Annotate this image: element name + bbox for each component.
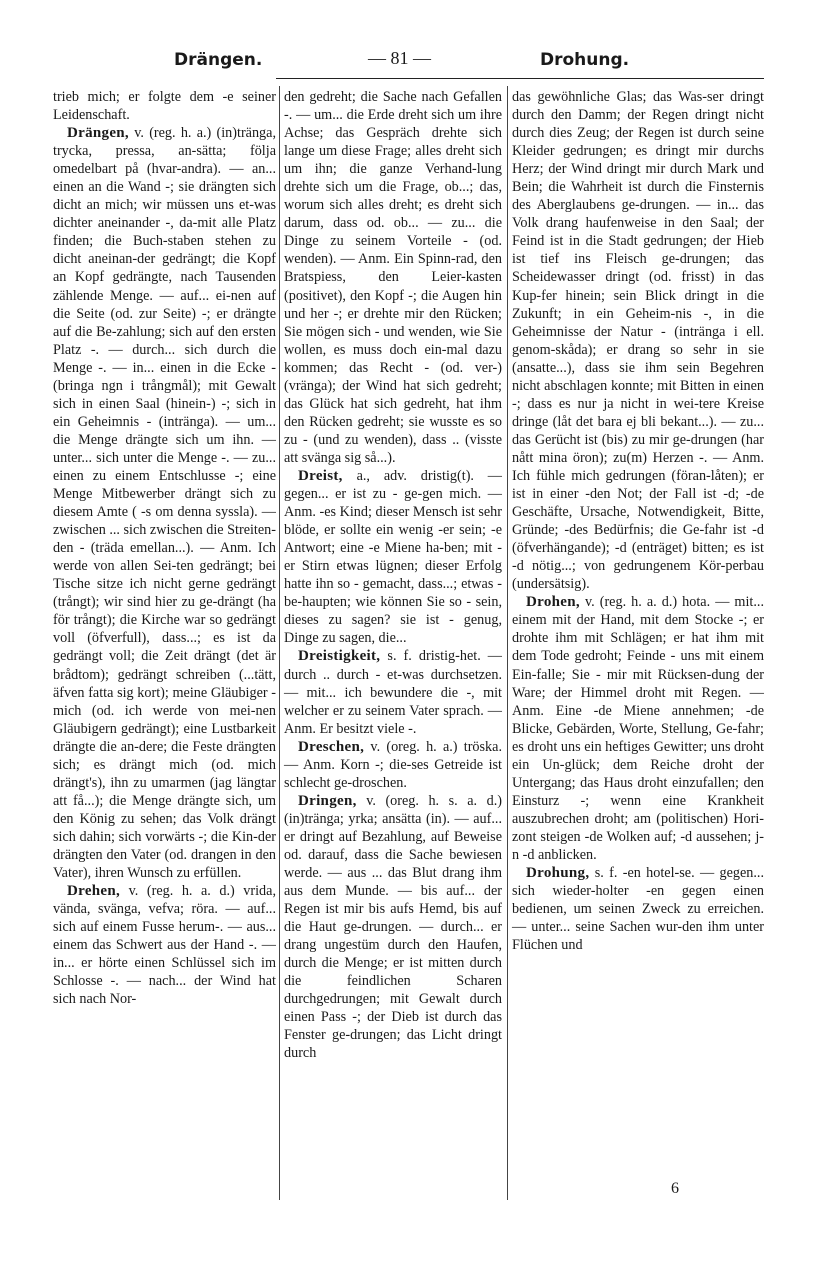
- entry-text: a., adv. dristig(t). — gegen... er ist zu - ge-gen mich. — Anm. -es Kind; dieser Mensch ist sehr blöde, er sollte ein wenig -er sein; -e Antwort; eine -e Miene ha-ben; mit -er Stirn etwas lügnen; dieser Erfolg hatte ihn so - gemacht, dass...; etwas - be-haupten; wie können Sie so - sein, dieses zu sagen? sie ist - genug, Dinge zu sagen, die...: [284, 467, 502, 647]
- header-right-guideword: Drohung.: [540, 50, 630, 70]
- dictionary-entry: [512, 864, 764, 954]
- headword: Drohung,: [526, 865, 590, 882]
- page-header: [52, 48, 764, 74]
- headword: Dreschen,: [298, 738, 365, 755]
- column-3: [512, 88, 764, 954]
- header-rule: [276, 78, 764, 79]
- headword: Drehen,: [67, 883, 121, 900]
- entry-text: v. (oreg. h. s. a. d.) (in)tränga; yrka; ansätta (in). — auf... er dringt auf Bezahlung, auf Beweise od. darauf, dass die Sache bewiesen werde. — aus ... das Blut drang ihm aus dem Munde. — bis auf... der Regen ist mir bis aufs Hemd, bis auf die Haut ge-drungen. — durch... er drang ungestüm durch den Haufen, durch die Menge; er ist mitten durch die feindlichen Scharen durchgedrungen; mit Gewalt durch einen Pass -; der Dieb ist durch das Fenster ge-drungen; das Licht dringt durch: [284, 792, 502, 1062]
- column-divider-1: [279, 86, 280, 1200]
- entry-text: v. (reg. h. a.) (in)tränga, trycka, pressa, an-sätta; följa omedelbart på (hvar-andra). — an... einen an die Wand -; sie drängten sich dicht an mich; wir müssen uns et-was dichter aneinander -, da-mit alle Platz finden; die Buch-staben stehen zu dicht aneinan-der gedrängt; die Kopf an Kopf gedrängte, nach Tausenden zählende Menge. — auf... ei-nen auf die Seite (od. zur Seite) -; er drängte auf die Be-zahlung; sich auf den ersten Platz -. — durch... sich durch die Menge -. — in... einen in die Ecke - (bringa ngn i trångmål); mit Gewalt sich in einen Saal (hinein-) -; sich in ein Geheimnis - (intränga). — um... die Menge drängte sich um ihn. — unter... sich unter die Menge -. — zu... einen zu einem Entschlusse -; eine Menge Mitbewerber drängt sich zu diesem Amte ( -s om denna syssla). — zwischen ... sich zwischen die Streiten-den - (träda emellan...). — Anm. Ich werde von allen Sei-ten gedrängt; bei Tische sitze ich nicht gerne gedrängt (trångt); wir sind hier zu ge-drängt (ha för trångt); die Kirche war so gedrängt voll (öfverfull), dass...; es ist da gedrängt voll; die Zeit drängt (det är brådtom); gedrängt schreiben (...tätt, äfven fatta sig kort); meine Gläubiger - mich (od. ich werde von mei-nen Gläubigern gedrängt); eine Lustbarkeit drängte die an-dere; die Feste drängten sich; es drängt mich (od. mich drängt's), ihn zu umarmen (jag längtar att få...); die Menge drängte sich, um den König zu sehen; das Volk drängt sich dahin; sich vorwärts -; die Kin-der drängten den Vater (od. drangen in den Vater), ihren Wunsch zu erfüllen.: [53, 125, 276, 882]
- headword: Drängen,: [67, 125, 129, 142]
- dictionary-entry: [53, 882, 276, 1008]
- headword: Dreistigkeit,: [298, 648, 381, 665]
- dictionary-entry: [284, 792, 502, 1063]
- column-2: [284, 88, 502, 1063]
- continuation-text: das gewöhnliche Glas; das Was-ser dringt durch den Damm; der Regen dringt nicht durch dies Zeug; der Regen ist durch seine Kleider gedrungen; es dringt mir durchs Herz; der Wind dringt mir durch Mark und Bein; die Wahrheit ist durch die Finsternis des Aberglaubens ge-drungen. — in... das Volk drang haufenweise in den Saal; der Feind ist in die Stadt gedrungen; der Hieb ist tief ins Fleisch ge-drungen; das Scheidewasser dringt (od. frisst) in das Kup-fer hinein; sein Blick dringt in die Zukunft; in ein Geheim-nis -, in die Geheimnisse der Natur - (intränga i ell. genom-skåda); er drang so sehr in sie (ansatte...), dass sie ihm sein Begehren nicht abschlagen konnte; mit Bitten in einen -; dass es nur ja nicht in wei-tere Kreise dringe (låt det bara ej bli bekant...). — zu... das Gerücht ist (bis) zu mir ge-drungen (har nått mina öron); zu(m) Herzen -. — Anm. Ich fühle mich gedrungen (föran-låten); er ist in einer -den Not; der Fall ist -d; -de Geschäfte, Ursache, Notwendigkeit, Bitte, Gründe; -des Bedürfnis; die Ge-fahr ist -d (öfverhängande); -d (enträget) bitten; es ist -d nötig...; von gedrungenem Kör-perbau (undersätsig).: [512, 89, 764, 593]
- dictionary-entry: [284, 647, 502, 737]
- dictionary-entry: [53, 124, 276, 882]
- headword: Drohen,: [526, 594, 580, 611]
- dictionary-entry: [512, 593, 764, 864]
- continuation-text: trieb mich; er folgte dem -e seiner Leidenschaft.: [53, 89, 276, 124]
- headword: Dringen,: [298, 792, 357, 809]
- entry-text: v. (reg. h. a. d.) vrida, vända, svänga, vefva; röra. — auf... sich auf einem Fusse herum-. — aus... einem das Schwert aus der Hand -. — in... er hörte einen Schlüssel sich im Schlosse -. — nach... der Wind hat sich nach Nor-: [53, 883, 276, 1008]
- dictionary-entry: [284, 738, 502, 792]
- entry-text: s. f. -en hotel-se. — gegen... sich wieder-holter -en gegen einen bedienen, um seinen Zweck zu erreichen. — unter... seine Sachen wur-den ihm unter Flüchen und: [512, 865, 764, 954]
- column-divider-2: [507, 86, 508, 1200]
- entry-text: v. (reg. h. a. d.) hota. — mit... einem mit der Hand, mit dem Stocke -; er drohte ihm mit Schlägen; er hat ihm mit dem Tode gedroht; Feinde - uns mit einem Ein-falle; Sie - mir mit Rücksen-dung der Ware; der Himmel droht mit Regen. — Anm. Eine -de Miene annehmen; -de Blicke, Gebärden, Worte, Stellung, Ge-fahr; es droht uns ein heftiges Gewitter; uns droht ein Un-glück; dem Reiche droht der Untergang; das Haus droht einzufallen; den Einsturz -; wenn eine Krankheit auszubrechen droht; am (politischen) Hori-zont steigen -de Wolken auf; -d aussehen; j-n -d anblicken.: [512, 594, 764, 863]
- column-1: [53, 88, 276, 1008]
- signature-number: 6: [671, 1180, 679, 1197]
- headword: Dreist,: [298, 467, 343, 484]
- entry-text: v. (oreg. h. a.) tröska. — Anm. Korn -; die-ses Getreide ist schlecht ge-droschen.: [284, 738, 502, 791]
- entry-text: s. f. dristig-het. — durch .. durch - et-was durchsetzen. — mit... ich bewundere die -, mit welcher er zu seinem Vater sprach. — Anm. Er besitzt viele -.: [284, 648, 502, 737]
- header-left-guideword: Drängen.: [174, 50, 263, 70]
- continuation-text: den gedreht; die Sache nach Gefallen -. — um... die Erde dreht sich um ihre Achse; das Gespräch drehte sich lange um diese Frage; alles dreht sich um ihn; die ganze Verhand-lung drehte sich um die Frage, ob...; das, worum sich alles dreht; es dreht sich darum, dass od. ob... — zu... die Dinge zu seinem Vorteile - (od. wenden). — Anm. Ein Spinn-rad, den Bratspiess, den Leier-kasten (positivet), den Kopf -; die Augen hin und her -; er drehte mir den Rücken; Sie mögen sich - und wenden, wie Sie wollen, es muss doch ein-mal dazu kommen; das Recht - (od. ver-) (vränga); der Wind hat sich gedreht; das Glück hat sich gedreht, hat ihm den Rücken gedreht; sie wusste es so zu - (und zu wenden), dass .. (visste att svänga sig så...).: [284, 89, 502, 466]
- dictionary-entry: [284, 467, 502, 647]
- header-page-number: — 81 —: [368, 48, 431, 68]
